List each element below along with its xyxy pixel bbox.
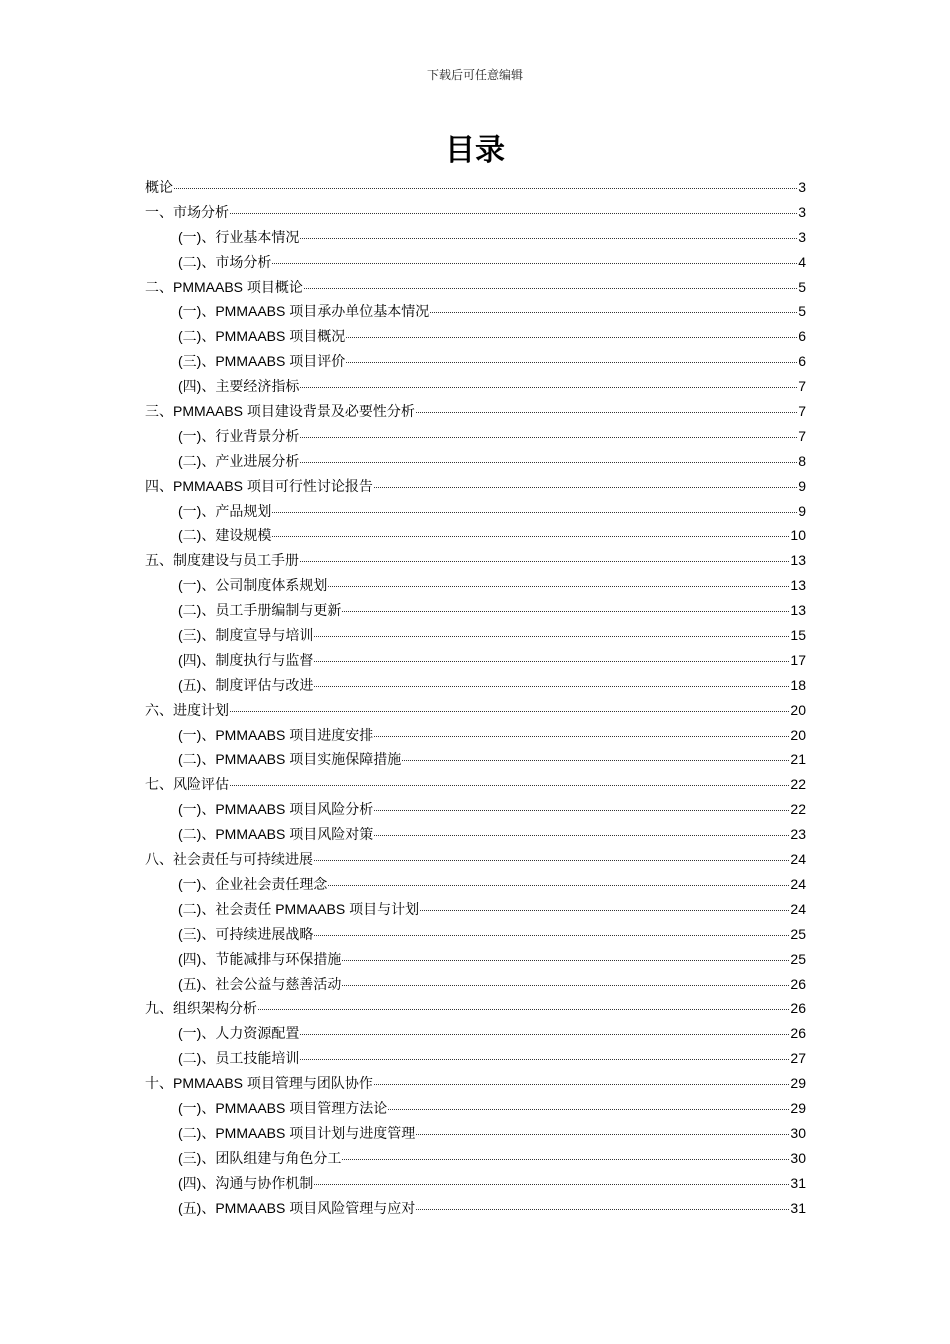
dot-leader (258, 1009, 789, 1010)
toc-page-number: 30 (790, 1124, 806, 1141)
toc-page-number: 25 (790, 950, 806, 967)
dot-leader (300, 1059, 789, 1060)
toc-entry-text: (二)、员工手册编制与更新 (178, 602, 342, 619)
toc-entry-text: 一、市场分析 (145, 203, 229, 220)
dot-leader (300, 387, 797, 388)
toc-subentry[interactable] (145, 374, 806, 399)
toc-subentry[interactable] (145, 1171, 806, 1196)
toc-entry[interactable] (145, 698, 806, 723)
toc-page-number: 3 (798, 179, 806, 195)
toc-entry-text: (一)、PMMAABS 项目管理方法论 (178, 1099, 388, 1116)
toc-entry-text: (二)、PMMAABS 项目风险对策 (178, 826, 374, 843)
toc-subentry[interactable] (145, 523, 806, 548)
toc-page-number: 26 (790, 1025, 806, 1042)
toc-page-number: 6 (798, 353, 806, 370)
toc-entry-text: (一)、企业社会责任理念 (178, 875, 328, 892)
toc-entry-text: (一)、产品规划 (178, 502, 272, 519)
toc-subentry[interactable] (145, 922, 806, 947)
toc-entry[interactable] (145, 996, 806, 1021)
toc-subentry[interactable] (145, 250, 806, 275)
toc-entry-text: (二)、建设规模 (178, 527, 272, 544)
toc-page-number: 7 (798, 403, 806, 420)
toc-subentry[interactable] (145, 747, 806, 772)
toc-entry[interactable] (145, 399, 806, 424)
toc-page-number: 22 (790, 801, 806, 818)
dot-leader (174, 188, 797, 189)
toc-entry-text: 四、PMMAABS 项目可行性讨论报告 (145, 477, 373, 494)
toc-subentry[interactable] (145, 1196, 806, 1221)
toc-subentry[interactable] (145, 797, 806, 822)
dot-leader (416, 412, 797, 413)
toc-page-number: 17 (790, 651, 806, 668)
toc-entry[interactable] (145, 275, 806, 300)
dot-leader (314, 636, 789, 637)
toc-page-number: 26 (790, 975, 806, 992)
toc-page-number: 24 (790, 875, 806, 892)
toc-entry-text: (三)、可持续进展战略 (178, 925, 314, 942)
toc-subentry[interactable] (145, 1046, 806, 1071)
toc-page-number: 6 (798, 328, 806, 345)
toc-page-number: 15 (790, 627, 806, 644)
toc-entry[interactable] (145, 175, 806, 200)
dot-leader (342, 960, 789, 961)
page-header-note: 下载后可任意编辑 (426, 68, 523, 82)
dot-leader (304, 288, 797, 289)
toc-subentry[interactable] (145, 897, 806, 922)
toc-page-number: 31 (790, 1199, 806, 1216)
toc-subentry[interactable] (145, 299, 806, 324)
toc-entry-text: (五)、制度评估与改进 (178, 676, 314, 693)
dot-leader (230, 785, 789, 786)
toc-entry-text: (二)、社会责任 PMMAABS 项目与计划 (178, 900, 420, 917)
toc-page-number: 18 (790, 676, 806, 693)
toc-subentry[interactable] (145, 872, 806, 897)
toc-entry[interactable] (145, 772, 806, 797)
toc-subentry[interactable] (145, 1146, 806, 1171)
toc-page-number: 13 (790, 552, 806, 569)
dot-leader (388, 1109, 789, 1110)
dot-leader (314, 686, 789, 687)
toc-page-number: 22 (790, 776, 806, 793)
toc-subentry[interactable] (145, 673, 806, 698)
toc-subentry[interactable] (145, 598, 806, 623)
toc-entry-text: 概论 (145, 179, 173, 195)
toc-page-number: 3 (798, 203, 806, 220)
toc-entry-text: (一)、PMMAABS 项目风险分析 (178, 801, 374, 818)
toc-entry-text: 六、进度计划 (145, 701, 229, 718)
dot-leader (272, 536, 789, 537)
toc-entry-text: (一)、PMMAABS 项目进度安排 (178, 726, 374, 743)
toc-page-number: 25 (790, 925, 806, 942)
toc-entry[interactable] (145, 1071, 806, 1096)
toc-entry-text: (一)、公司制度体系规划 (178, 577, 328, 594)
toc-subentry[interactable] (145, 324, 806, 349)
dot-leader (374, 835, 789, 836)
toc-subentry[interactable] (145, 1121, 806, 1146)
toc-entry-text: (二)、市场分析 (178, 253, 272, 270)
toc-page-number: 9 (798, 477, 806, 494)
toc-entry-text: (二)、PMMAABS 项目计划与进度管理 (178, 1124, 416, 1141)
toc-subentry[interactable] (145, 947, 806, 972)
toc-page-number: 13 (790, 577, 806, 594)
toc-page-number: 23 (790, 826, 806, 843)
toc-page-number: 9 (798, 502, 806, 519)
toc-entry-text: (一)、行业基本情况 (178, 228, 300, 245)
toc-subentry[interactable] (145, 349, 806, 374)
dot-leader (346, 337, 797, 338)
toc-page-number: 30 (790, 1149, 806, 1166)
toc-entry-text: (一)、行业背景分析 (178, 427, 300, 444)
toc-entry-text: (二)、PMMAABS 项目实施保障措施 (178, 751, 402, 768)
toc-page-number: 24 (790, 900, 806, 917)
toc-subentry[interactable] (145, 449, 806, 474)
toc-entry-text: 九、组织架构分析 (145, 1000, 257, 1017)
toc-page-number: 20 (790, 701, 806, 718)
toc-page-number: 5 (798, 278, 806, 295)
toc-page-number: 3 (798, 228, 806, 245)
toc-subentry[interactable] (145, 1096, 806, 1121)
toc-entry-text: (三)、制度宣导与培训 (178, 627, 314, 644)
dot-leader (342, 985, 789, 986)
toc-page-number: 29 (790, 1099, 806, 1116)
toc-subentry[interactable] (145, 225, 806, 250)
toc-entry[interactable] (145, 847, 806, 872)
toc-subentry[interactable] (145, 972, 806, 997)
toc-entry-text: (一)、PMMAABS 项目承办单位基本情况 (178, 303, 430, 320)
toc-entry[interactable] (145, 474, 806, 499)
toc-subentry[interactable] (145, 648, 806, 673)
toc-entry-text: 三、PMMAABS 项目建设背景及必要性分析 (145, 403, 415, 420)
dot-leader (314, 661, 789, 662)
dot-leader (314, 860, 789, 861)
toc-entry-text: (三)、PMMAABS 项目评价 (178, 353, 346, 370)
dot-leader (272, 512, 797, 513)
dot-leader (272, 263, 797, 264)
dot-leader (416, 1209, 789, 1210)
toc-entry[interactable] (145, 200, 806, 225)
toc-page-number: 29 (790, 1075, 806, 1092)
dot-leader (300, 462, 797, 463)
toc-page-number: 26 (790, 1000, 806, 1017)
toc-entry-text: 五、制度建设与员工手册 (145, 552, 299, 569)
dot-leader (300, 437, 797, 438)
toc-subentry[interactable] (145, 424, 806, 449)
toc-entry-text: (五)、社会公益与慈善活动 (178, 975, 342, 992)
toc-entry-text: 七、风险评估 (145, 776, 229, 793)
toc-entry-text: (四)、制度执行与监督 (178, 651, 314, 668)
dot-leader (420, 910, 789, 911)
toc-page-number: 5 (798, 303, 806, 320)
dot-leader (230, 213, 797, 214)
toc-page-number: 31 (790, 1174, 806, 1191)
toc-entry-text: (二)、产业进展分析 (178, 452, 300, 469)
toc-entry-text: (一)、人力资源配置 (178, 1025, 300, 1042)
toc-page-number: 8 (798, 452, 806, 469)
dot-leader (374, 487, 797, 488)
toc-page-number: 24 (790, 851, 806, 868)
dot-leader (314, 1184, 789, 1185)
toc-subentry[interactable] (145, 822, 806, 847)
page-title: 目录 (445, 134, 505, 167)
toc-page-number: 4 (798, 253, 806, 270)
toc-entry-text: (四)、节能减排与环保措施 (178, 950, 342, 967)
toc-page-number: 27 (790, 1050, 806, 1067)
toc-entry-text: 二、PMMAABS 项目概论 (145, 278, 303, 295)
toc-entry-text: (二)、PMMAABS 项目概况 (178, 328, 346, 345)
dot-leader (300, 561, 789, 562)
toc-entry[interactable] (145, 548, 806, 573)
dot-leader (300, 238, 797, 239)
toc-subentry[interactable] (145, 573, 806, 598)
toc-entry-text: 十、PMMAABS 项目管理与团队协作 (145, 1075, 373, 1092)
toc-entry-text: (四)、主要经济指标 (178, 378, 300, 395)
dot-leader (328, 586, 789, 587)
toc-page-number: 10 (790, 527, 806, 544)
toc-page-number: 21 (790, 751, 806, 768)
toc-entry-text: (四)、沟通与协作机制 (178, 1174, 314, 1191)
toc-entry-text: (二)、员工技能培训 (178, 1050, 300, 1067)
dot-leader (402, 760, 789, 761)
dot-leader (374, 1084, 790, 1085)
toc-subentry[interactable] (145, 723, 806, 748)
toc-entry-text: 八、社会责任与可持续进展 (145, 851, 313, 868)
dot-leader (314, 935, 789, 936)
dot-leader (416, 1134, 789, 1135)
toc-subentry[interactable] (145, 499, 806, 524)
dot-leader (230, 711, 789, 712)
dot-leader (328, 885, 789, 886)
dot-leader (374, 736, 789, 737)
dot-leader (342, 1159, 789, 1160)
toc-page-number: 7 (798, 378, 806, 395)
toc-subentry[interactable] (145, 1021, 806, 1046)
dot-leader (300, 1034, 789, 1035)
toc-entry-text: (三)、团队组建与角色分工 (178, 1149, 342, 1166)
toc-subentry[interactable] (145, 623, 806, 648)
table-of-contents (145, 175, 806, 1220)
dot-leader (346, 362, 797, 363)
toc-entry-text: (五)、PMMAABS 项目风险管理与应对 (178, 1199, 416, 1216)
dot-leader (374, 810, 789, 811)
toc-page-number: 7 (798, 427, 806, 444)
dot-leader (342, 611, 789, 612)
toc-page-number: 20 (790, 726, 806, 743)
toc-page-number: 13 (790, 602, 806, 619)
dot-leader (430, 312, 797, 313)
